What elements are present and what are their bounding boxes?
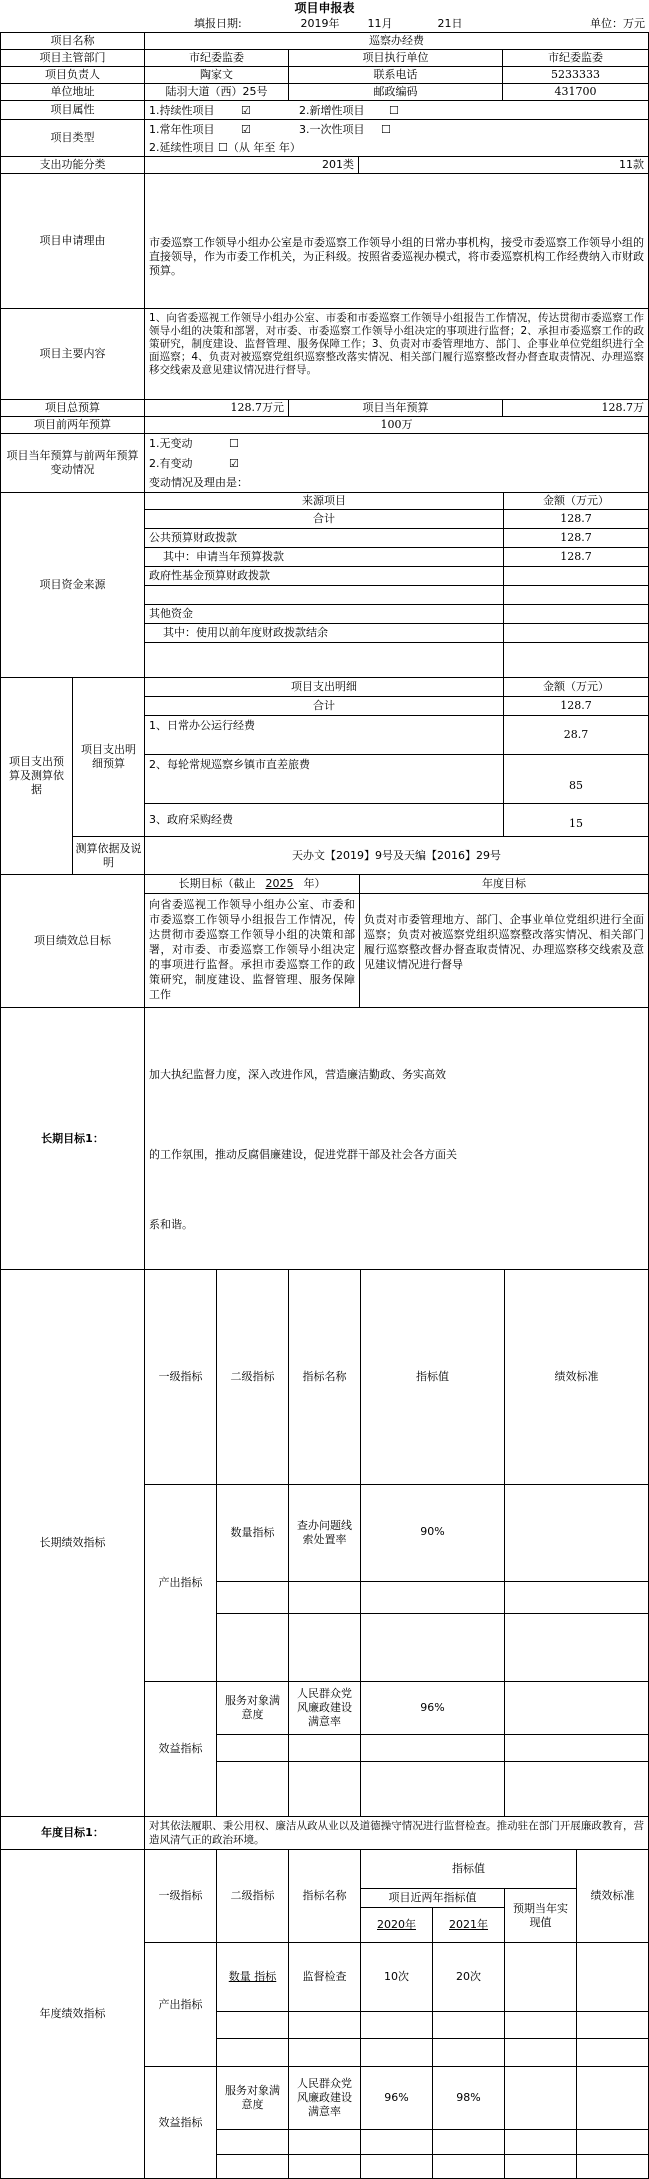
fill-day: 21日: [430, 16, 470, 32]
year-perf-h4: 指标值: [360, 1849, 577, 1889]
long-perf-svc-name: 人民群众党风廉政建设满意率: [288, 1681, 361, 1735]
year-perf-output-label: 产出指标: [144, 1942, 217, 2067]
funding-row-amount: 128.7: [503, 509, 649, 529]
long-perf-h1: 一级指标: [144, 1269, 217, 1485]
long-perf-output-label: 产出指标: [144, 1484, 217, 1682]
year-perf-empty-cell: [216, 2038, 289, 2067]
year-perf-qty-v1: 10次: [360, 1942, 433, 2012]
address-label: 单位地址: [0, 83, 145, 101]
prev-budget-label: 项目前两年预算: [0, 416, 145, 434]
type-opt2-checkbox[interactable]: ☐: [381, 123, 391, 136]
expense-basis-label: 测算依据及说明: [72, 836, 145, 875]
func-label: 支出功能分类: [0, 156, 145, 174]
expense-basis-value: 天办文【2019】9号及天编【2016】29号: [144, 836, 649, 875]
long-goal-text: [144, 1007, 649, 1270]
attr-opt2-checkbox[interactable]: ☐: [389, 104, 399, 117]
funding-row-name: 其中：使用以前年度财政拨款结余: [144, 623, 504, 643]
long-perf-label: 长期绩效指标: [0, 1269, 145, 1817]
year-perf-empty-cell: [360, 2154, 433, 2179]
attr-opt1-checkbox[interactable]: ☑: [241, 104, 251, 117]
year-perf-empty-cell: [432, 2038, 505, 2067]
year-perf-empty-cell: [504, 2129, 577, 2155]
year-goal-label: 年度目标1：: [0, 1816, 145, 1850]
perf-long-text: 向省委巡视工作领导小组办公室、市委和市委巡察工作领导小组报告工作情况，传达贯彻市委巡察工作领导小组的决策和部署，对市委、市委巡察工作领导小组决定的事项进行监督。承担市委巡察工作的政策研究，制度建设、监督管理、服务保障工作: [144, 893, 360, 1008]
long-goal-line3: 系和谐。: [149, 1218, 193, 1231]
funding-row-name: 其他资金: [144, 604, 504, 624]
total-budget-value: 128.7万元: [144, 399, 289, 417]
long-perf-empty-cell: [288, 1581, 361, 1614]
long-perf-empty-cell: [216, 1613, 289, 1682]
year-perf-label: 年度绩效指标: [0, 1849, 145, 2179]
long-perf-empty-cell: [504, 1761, 649, 1817]
type-opt1: 1.常年性项目: [149, 123, 215, 136]
funding-row-amount: [503, 604, 649, 624]
year-goal-text: 对其依法履职、秉公用权、廉洁从政从业以及道德操守情况进行监督检查。推动驻在部门开展廉政教育，营造风清气正的政治环境。: [144, 1816, 649, 1850]
funding-row-name: 合计: [144, 509, 504, 529]
change-opt1: 1.无变动: [149, 437, 193, 450]
fill-month: 11月: [360, 16, 400, 32]
address-value: 陆羽大道（西）25号: [144, 83, 289, 101]
perf-goal-label: 项目绩效总目标: [0, 874, 145, 1008]
expense-amount-header: 金额（万元）: [503, 677, 649, 697]
attr-options: [144, 100, 649, 120]
phone-value: 5233333: [502, 66, 649, 84]
funding-row-amount: [503, 623, 649, 643]
project-name-label: 项目名称: [0, 32, 145, 50]
change-opt2: 2.有变动: [149, 457, 193, 470]
type-label: 项目类型: [0, 119, 145, 157]
long-perf-qty-standard: [504, 1484, 649, 1582]
funding-label: 项目资金来源: [0, 492, 145, 678]
year-perf-h4b: 预期当年实现值: [504, 1888, 577, 1943]
long-perf-empty-cell: [288, 1761, 361, 1817]
long-perf-h2: 二级指标: [216, 1269, 289, 1485]
year-perf-qty-label: 数量 指标: [228, 1970, 277, 1983]
long-perf-svc-label: 服务对象满意度: [216, 1681, 289, 1735]
funding-empty-row: [144, 585, 504, 605]
perf-long-prefix: 长期目标（截止: [178, 877, 256, 890]
perf-long-header: [144, 874, 360, 894]
expense-row-amount: 28.7: [503, 715, 649, 755]
content-text: 1、向省委巡视工作领导小组办公室、市委和市委巡察工作领导小组报告工作情况，传达贯彻市委巡察工作领导小组的决策和部署，对市委、市委巡察工作领导小组决定的事项进行监督；2、承担市委巡察工作的政策研究，制度建设、监督管理、服务保障工作；3、负责对市委管理地方、部门、企事业单位党组织进行全面巡察；4、负责对被巡察党组织巡察整改落实情况、相关部门履行巡察整改督办督查取责情况、办理巡察移交线索及意见建议情况进行督导。: [144, 308, 649, 400]
expense-inner-label: 项目支出明细预算: [72, 677, 145, 837]
year-perf-qty-expected: [504, 1942, 577, 2012]
fill-year: 2019年: [295, 16, 345, 32]
long-perf-empty-cell: [360, 1734, 505, 1762]
year-perf-y1-cell: [360, 1907, 433, 1943]
year-perf-y1: 2020年: [377, 1918, 416, 1931]
expense-row-name: 1、日常办公运行经费: [144, 715, 504, 755]
long-goal-line1: 加大执纪监督力度，深入改进作风，营造廉洁勤政、务实高效: [149, 1068, 446, 1081]
year-perf-empty-cell: [576, 2154, 649, 2179]
year-budget-value: 128.7万: [502, 399, 649, 417]
year-perf-svc-label: 服务对象满意度: [216, 2066, 289, 2130]
long-goal-line2: 的工作氛围，推动反腐倡廉建设，促进党群干部及社会各方面关: [149, 1148, 457, 1161]
year-perf-empty-cell: [504, 2154, 577, 2179]
type-opt2: 3.一次性项目: [299, 123, 365, 136]
type-opt3: 2.延续性项目 ☐（从 年至 年）: [149, 141, 301, 154]
year-perf-empty-cell: [432, 2011, 505, 2039]
expense-row-name: 合计: [144, 696, 504, 716]
year-perf-empty-cell: [360, 2038, 433, 2067]
zip-value: 431700: [502, 83, 649, 101]
long-perf-empty-cell: [216, 1734, 289, 1762]
long-perf-empty-cell: [504, 1581, 649, 1614]
attr-label: 项目属性: [0, 100, 145, 120]
long-perf-qty-label: 数量指标: [216, 1484, 289, 1582]
funding-row-amount: 128.7: [503, 547, 649, 567]
year-perf-h4a: 项目近两年指标值: [360, 1888, 505, 1908]
year-perf-svc-standard: [576, 2066, 649, 2130]
long-goal-label: 长期目标1：: [0, 1007, 145, 1270]
change-options: [144, 433, 649, 493]
perf-year-header: 年度目标: [359, 874, 649, 894]
year-perf-empty-cell: [576, 2038, 649, 2067]
phone-label: 联系电话: [288, 66, 503, 84]
year-perf-empty-cell: [504, 2038, 577, 2067]
long-perf-svc-standard: [504, 1681, 649, 1735]
long-perf-empty-cell: [504, 1734, 649, 1762]
type-options: [144, 119, 649, 157]
long-perf-empty-cell: [360, 1581, 505, 1614]
project-name-value: 巡察办经费: [144, 32, 649, 50]
year-perf-h2: 二级指标: [216, 1849, 289, 1943]
expense-row-amount: 128.7: [503, 696, 649, 716]
dept-label: 项目主管部门: [0, 49, 145, 67]
long-perf-h3: 指标名称: [288, 1269, 361, 1485]
year-perf-empty-cell: [360, 2011, 433, 2039]
long-perf-empty-cell: [504, 1613, 649, 1682]
year-perf-empty-cell: [432, 2154, 505, 2179]
year-perf-qty-cell: [216, 1942, 289, 2012]
year-perf-y2-cell: [432, 1907, 505, 1943]
content-label: 项目主要内容: [0, 308, 145, 400]
owner-value: 陶家文: [144, 66, 289, 84]
year-perf-empty-cell: [216, 2129, 289, 2155]
year-perf-h5: 绩效标准: [576, 1849, 649, 1943]
year-perf-empty-cell: [576, 2011, 649, 2039]
perf-year-text: 负责对市委管理地方、部门、企事业单位党组织进行全面巡察；负责对被巡察党组织巡察整改落实情况、相关部门履行巡察整改督办督查取责情况、办理巡察移交线索及意见建议情况进行督导: [359, 893, 649, 1008]
fill-date-label: 填报日期:: [190, 16, 270, 32]
expense-row-name: 3、政府采购经费: [144, 803, 504, 837]
year-perf-svc-v2: 98%: [432, 2066, 505, 2130]
long-perf-h5: 绩效标准: [504, 1269, 649, 1485]
exec-label: 项目执行单位: [288, 49, 503, 67]
long-perf-qty-value: 90%: [360, 1484, 505, 1582]
total-budget-label: 项目总预算: [0, 399, 145, 417]
year-perf-h3: 指标名称: [288, 1849, 361, 1943]
year-perf-empty-cell: [288, 2129, 361, 2155]
year-perf-svc-v1: 96%: [360, 2066, 433, 2130]
change-opt2-checkbox[interactable]: ☑: [229, 457, 239, 470]
func-class: 201类: [144, 156, 359, 174]
year-perf-effect-label: 效益指标: [144, 2066, 217, 2179]
funding-empty-row: [503, 642, 649, 678]
year-perf-empty-cell: [288, 2154, 361, 2179]
year-perf-empty-cell: [360, 2129, 433, 2155]
expense-row-amount: 15: [503, 803, 649, 837]
attr-opt1: 1.持续性项目: [149, 104, 215, 117]
year-perf-empty-cell: [288, 2038, 361, 2067]
year-perf-y2: 2021年: [449, 1918, 488, 1931]
year-perf-empty-cell: [432, 2129, 505, 2155]
change-reason: 变动情况及理由是：: [149, 476, 248, 489]
perf-long-year: 2025: [265, 877, 294, 890]
long-perf-empty-cell: [288, 1613, 361, 1682]
reason-text: 市委巡察工作领导小组办公室是市委巡察工作领导小组的日常办事机构，接受市委巡察工作领导小组的直接领导，作为市委工作机关，为正科级。按照省委巡视办模式，将市委巡察机构工作经费纳入市财政预算。: [144, 173, 649, 309]
change-label: 项目当年预算与前两年预算变动情况: [0, 433, 145, 493]
year-perf-svc-name: 人民群众党风廉政建设满意率: [288, 2066, 361, 2130]
type-opt1-checkbox[interactable]: ☑: [241, 123, 251, 136]
year-perf-h1: 一级指标: [144, 1849, 217, 1943]
long-perf-empty-cell: [216, 1581, 289, 1614]
unit-label: 单位：万元: [540, 16, 649, 32]
change-opt1-checkbox[interactable]: ☐: [229, 437, 239, 450]
funding-empty-row: [144, 642, 504, 678]
long-perf-empty-cell: [288, 1734, 361, 1762]
long-perf-svc-value: 96%: [360, 1681, 505, 1735]
funding-row-amount: 128.7: [503, 528, 649, 548]
funding-amount-header: 金额（万元）: [503, 492, 649, 510]
long-perf-effect-label: 效益指标: [144, 1681, 217, 1817]
expense-row-amount: 85: [503, 754, 649, 804]
func-item: 11款: [358, 156, 649, 174]
zip-label: 邮政编码: [288, 83, 503, 101]
exec-value: 市纪委监委: [502, 49, 649, 67]
long-perf-h4: 指标值: [360, 1269, 505, 1485]
long-perf-empty-cell: [360, 1761, 505, 1817]
long-perf-qty-name: 查办问题线索处置率: [288, 1484, 361, 1582]
funding-source-header: 来源项目: [144, 492, 504, 510]
year-perf-empty-cell: [504, 2011, 577, 2039]
funding-row-name: 其中：申请当年预算拨款: [144, 547, 504, 567]
form-title: 项目申报表: [0, 0, 649, 16]
year-perf-empty-cell: [216, 2011, 289, 2039]
attr-opt2: 2.新增性项目: [299, 104, 365, 117]
prev-budget-value: 100万: [144, 416, 649, 434]
year-perf-qty-v2: 20次: [432, 1942, 505, 2012]
year-budget-label: 项目当年预算: [288, 399, 503, 417]
expense-row-name: 2、每轮常规巡察乡镇市直差旅费: [144, 754, 504, 804]
year-perf-empty-cell: [216, 2154, 289, 2179]
expense-detail-header: 项目支出明细: [144, 677, 504, 697]
owner-label: 项目负责人: [0, 66, 145, 84]
year-perf-empty-cell: [576, 2129, 649, 2155]
funding-row-name: 公共预算财政拨款: [144, 528, 504, 548]
funding-row-amount: [503, 566, 649, 586]
perf-long-suffix: 年）: [303, 877, 326, 890]
long-perf-empty-cell: [216, 1761, 289, 1817]
expense-outer-label: 项目支出预算及测算依据: [0, 677, 73, 875]
funding-empty-row: [503, 585, 649, 605]
long-perf-empty-cell: [360, 1613, 505, 1682]
dept-value: 市纪委监委: [144, 49, 289, 67]
year-perf-qty-name: 监督检查: [288, 1942, 361, 2012]
year-perf-qty-standard: [576, 1942, 649, 2012]
reason-label: 项目申请理由: [0, 173, 145, 309]
funding-row-name: 政府性基金预算财政拨款: [144, 566, 504, 586]
year-perf-empty-cell: [288, 2011, 361, 2039]
year-perf-svc-expected: [504, 2066, 577, 2130]
